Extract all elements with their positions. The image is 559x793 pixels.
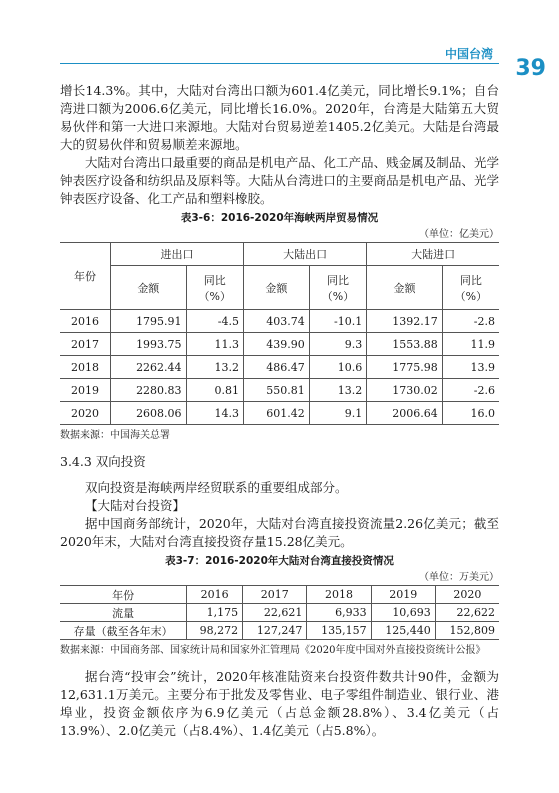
col-header-year: 年份 [60, 586, 187, 604]
cell-value: 13.2 [186, 356, 243, 379]
cell-value: 98,272 [187, 622, 243, 640]
cell-value: 1993.75 [111, 333, 187, 356]
cell-year: 2018 [60, 356, 111, 379]
col-group-total: 进出口 [111, 243, 244, 266]
sub-heading-mainland-investment: 【大陆对台投资】 [85, 498, 186, 513]
cell-year: 2019 [60, 379, 111, 402]
cell-year: 2020 [60, 402, 111, 425]
cell-value: -4.5 [186, 310, 243, 333]
header-rule [60, 63, 499, 64]
table-unit-trade: （单位：亿美元） [419, 229, 499, 240]
cell-value: -10.1 [309, 310, 366, 333]
cell-value: 1,175 [187, 604, 243, 622]
cell-value: 11.3 [186, 333, 243, 356]
cell-value: 2262.44 [111, 356, 187, 379]
col-header-yoy: 同比 （%） [186, 266, 243, 310]
cell-value: 1553.88 [367, 333, 443, 356]
investment-table [60, 585, 499, 640]
cell-value: 125,440 [371, 622, 435, 640]
header-section-label: 中国台湾 [444, 47, 493, 61]
table-row [60, 622, 499, 640]
paragraph-trade-summary: 增长14.3%。其中，大陆对台湾出口额为601.4亿美元，同比增长9.1%；自台湾进口额为2006.6亿美元，同比增长16.0%。2020年，台湾是大陆第五大贸易伙伴和第一大进口来源地。大陆对台贸易逆差1405.2亿美元。大陆是台湾最大的贸易伙伴和贸易顺差来源地。 [60, 83, 499, 152]
col-header-year-value: 2017 [243, 586, 307, 604]
paragraph-taiwan-review: 据台湾“投审会”统计，2020年核准陆资来台投资件数共计90件，金额为12,631.1万美元。主要分布于批发及零售业、电子零组件制造业、银行业、港埠业，投资金额依序为6.9亿美元（占总金额28.8%）、3.4亿美元（占13.9%）、2.0亿美元（占8.4%）、1.4亿美元（占5.8%）。 [60, 669, 499, 738]
cell-value: 13.9 [442, 356, 499, 379]
col-header-amount: 金额 [111, 266, 187, 310]
col-header-year: 年份 [60, 243, 111, 310]
cell-value: 135,157 [307, 622, 371, 640]
col-header-amount: 金额 [367, 266, 443, 310]
paragraph-investment-intro: 双向投资是海峡两岸经贸联系的重要组成部分。 [85, 480, 348, 495]
table-title-investment: 表3-7：2016-2020年大陆对台湾直接投资情况 [165, 555, 394, 567]
cell-value: 10,693 [371, 604, 435, 622]
cell-value: 1775.98 [367, 356, 443, 379]
table-source-investment: 数据来源：中国商务部、国家统计局和国家外汇管理局《2020年度中国对外直接投资统计公报》 [60, 645, 486, 656]
cell-value: 10.6 [309, 356, 366, 379]
cell-value: -2.6 [442, 379, 499, 402]
page-content [60, 82, 499, 740]
cell-value: 22,621 [243, 604, 307, 622]
cell-value: 152,809 [435, 622, 499, 640]
table-title-trade: 表3-6：2016-2020年海峡两岸贸易情况 [180, 212, 379, 224]
col-header-year-value: 2019 [371, 586, 435, 604]
cell-value: 2280.83 [111, 379, 187, 402]
col-header-year-value: 2016 [187, 586, 243, 604]
cell-value: 13.2 [309, 379, 366, 402]
col-header-year-value: 2020 [435, 586, 499, 604]
cell-value: 2006.64 [367, 402, 443, 425]
page-number: 39 [515, 56, 546, 81]
cell-value: 1392.17 [367, 310, 443, 333]
cell-year: 2017 [60, 333, 111, 356]
table-row [60, 356, 499, 379]
cell-value: 14.3 [186, 402, 243, 425]
table-row [60, 379, 499, 402]
cell-value: 11.9 [442, 333, 499, 356]
cell-value: -2.8 [442, 310, 499, 333]
row-label: 流量 [60, 604, 187, 622]
cell-value: 22,622 [435, 604, 499, 622]
col-header-amount: 金额 [243, 266, 309, 310]
cell-value: 127,247 [243, 622, 307, 640]
col-header-yoy: 同比 （%） [442, 266, 499, 310]
cell-value: 16.0 [442, 402, 499, 425]
cell-value: 1730.02 [367, 379, 443, 402]
table-row [60, 310, 499, 333]
cell-value: 1795.91 [111, 310, 187, 333]
row-label: 存量（截至各年末） [60, 622, 187, 640]
paragraph-main-goods: 大陆对台湾出口最重要的商品是机电产品、化工产品、贱金属及制品、光学钟表医疗设备和纺织品及原料等。大陆从台湾进口的主要商品是机电产品、光学钟表医疗设备、化工产品和塑料橡胶。 [60, 155, 499, 206]
cell-value: 6,933 [307, 604, 371, 622]
cell-value: 486.47 [243, 356, 309, 379]
cell-value: 550.81 [243, 379, 309, 402]
col-header-year-value: 2018 [307, 586, 371, 604]
table-row [60, 333, 499, 356]
table-row [60, 402, 499, 425]
table-source-trade: 数据来源：中国海关总署 [60, 430, 170, 441]
col-group-import: 大陆进口 [367, 243, 499, 266]
section-heading: 3.4.3 双向投资 [60, 454, 146, 469]
cell-value: 601.42 [243, 402, 309, 425]
cell-year: 2016 [60, 310, 111, 333]
cell-value: 439.90 [243, 333, 309, 356]
col-group-export: 大陆出口 [243, 243, 366, 266]
trade-table [60, 242, 499, 425]
cell-value: 9.1 [309, 402, 366, 425]
col-header-yoy: 同比 （%） [309, 266, 366, 310]
cell-value: 0.81 [186, 379, 243, 402]
cell-value: 2608.06 [111, 402, 187, 425]
table-unit-investment: （单位：万美元） [419, 572, 499, 583]
table-row [60, 604, 499, 622]
paragraph-mainland-investment: 据中国商务部统计，2020年，大陆对台湾直接投资流量2.26亿美元；截至2020年末，大陆对台湾直接投资存量15.28亿美元。 [60, 516, 499, 549]
cell-value: 9.3 [309, 333, 366, 356]
cell-value: 403.74 [243, 310, 309, 333]
